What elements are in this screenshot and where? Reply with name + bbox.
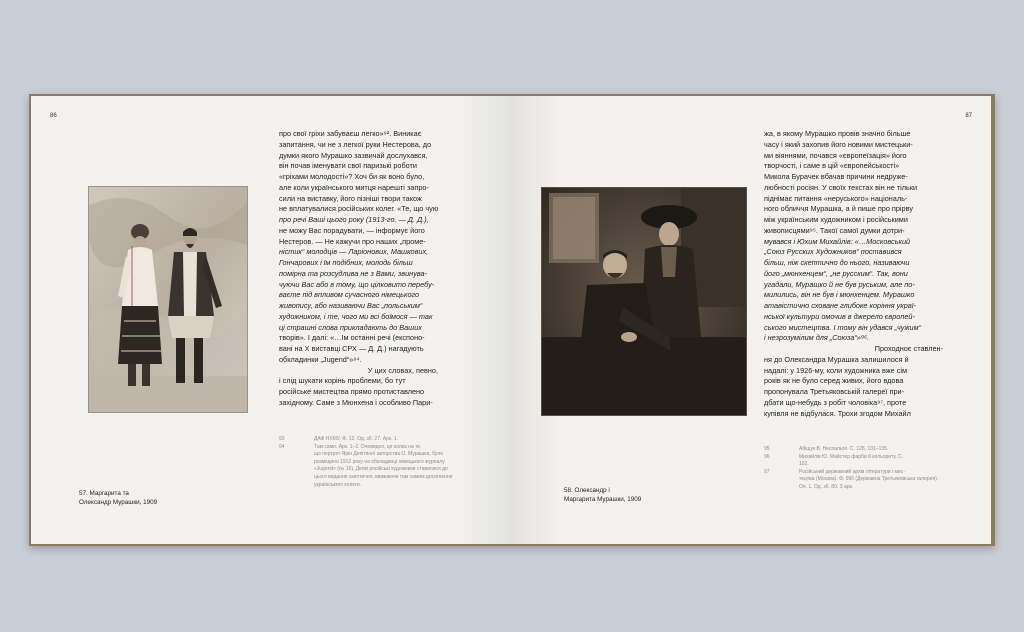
text-line: він почав іменувати свої паризькі роботи — [279, 161, 417, 171]
footnote-number: 97 — [764, 468, 770, 475]
footnote — [279, 444, 499, 490]
text-line: про речі Ваші цього року (1913-го. — Д. Д.), — [279, 215, 429, 224]
text-line: творчості, і саме в цій «європейськості» — [764, 161, 900, 171]
text-line: пропонувала Третьяковській галереї при- — [764, 387, 905, 396]
text-line: запитання, чи не з легкої руки Нестерова, до — [279, 139, 432, 149]
text-line: між українським художником і російськими — [764, 215, 908, 224]
footnote-line: Там само. Арк. 1–2. Очевидно, ця колка на те, — [314, 443, 422, 450]
text-line: Микола Бурачек вбачав причини недруже- — [764, 172, 908, 181]
left-photo-caption — [79, 489, 157, 507]
text-line: любності росіян. У своїх текстах він не тільки — [764, 182, 918, 192]
text-line: але коли українського митця нарешті запро- — [279, 182, 429, 192]
text-line: чуючи Вас або в тому, що цілковито перебу- — [279, 279, 435, 289]
footnote-line: тецтва (Москва). Ф. 990 (Державна Третьяковська галерея). — [799, 476, 939, 483]
text-line: сили на виставку, його пізніші твори також — [279, 193, 422, 203]
text-line: більш, ніж скептично до нього, називаючи — [764, 258, 910, 267]
footnote-line: Абіщук В. Неспальте. С. 128, 131–135. — [799, 446, 889, 452]
caption-line: 58. Олександр і — [564, 487, 610, 494]
footnote-line: 152. — [799, 461, 809, 468]
text-line: дбати що-небудь з робіт чоловіка⁹⁷, проте — [764, 397, 907, 407]
text-line: піднімає питання «неруського» національ- — [764, 193, 908, 203]
text-line: часу і який захопив його новими мистецьки- — [764, 139, 913, 149]
photo-couple-folk-costume — [88, 186, 248, 413]
right-body-text — [764, 129, 949, 419]
text-line: нської культури омочив в джерело європей- — [764, 311, 915, 321]
text-line: і слід шукати корінь проблеми, бо тут — [279, 376, 406, 386]
text-line: живописцями⁹⁵. Такої самої думки дотри- — [764, 225, 905, 235]
text-line: російське мистецтва прямо протиставлено — [279, 387, 425, 396]
text-line: жа, в якому Мурашко провів значно більше — [764, 129, 911, 138]
text-line: творів». І далі: «…Ім останні речі (експоно- — [279, 333, 425, 343]
footnote-line: українського колеги. — [314, 481, 362, 488]
text-line: ного обличчя Мурашка, а й пише про прірву — [764, 204, 913, 214]
text-line: думки якого Мурашко зазвичай дослухався, — [279, 150, 428, 160]
footnote-line: «Jugend» (№ 16). Деякі російські художники ставилися до — [314, 466, 448, 473]
footnote-line: цього видання скептично, вважаючи там самим досягнення — [314, 473, 453, 480]
footnote-line: ДАФ НХМУ. Ф. 12. Од. зб. 27. Арк. 1. — [314, 436, 399, 442]
page-number: 86 — [50, 113, 57, 119]
text-line: західному. Саме з Мюнхена і особливо Пари- — [279, 397, 433, 407]
text-line: живопису, або називаючи Вас „польським“ — [279, 301, 423, 310]
text-line: помірна та розсудлива не з Вами, звинува- — [279, 268, 427, 278]
text-line: надалі: у 1926-му, коли художника вже сім — [764, 365, 908, 375]
text-line: про свої гріхи забуваєш легко»⁹². Виникає — [279, 129, 422, 138]
footnote-number: 94 — [279, 443, 285, 450]
footnote — [764, 446, 986, 454]
text-line: Гончарових і їм подібних, молодь більш — [279, 258, 413, 267]
text-line: не вплатувалися російських колег. «Те, що чую — [279, 204, 439, 214]
text-line: «гріхами молодості»? Хоч би як воно було, — [279, 172, 425, 181]
footnote-number: 95 — [764, 446, 770, 452]
photo-couple-seated — [541, 187, 747, 416]
left-body-text — [279, 129, 464, 409]
text-line: У цих словах, певно, — [367, 365, 438, 375]
text-line: ваєте під впливом сучасного німецького — [279, 290, 420, 300]
text-line: ністик“ молодців — Ларіонових, Машкових, — [279, 247, 429, 257]
footnote — [764, 454, 986, 469]
text-line: років як не було серед живих, його вдова — [764, 376, 904, 386]
footnote — [764, 469, 986, 492]
footnote-line: Михайлів Ю. Майстер фарби й кольориту. С. — [799, 453, 904, 460]
text-line: ці страшні слова прикладають до Ваших — [279, 322, 422, 332]
right-photo-caption — [564, 486, 641, 504]
text-line: Проходноє ставлен- — [874, 344, 943, 353]
text-line: не можу Вас порадувати, — інформує його — [279, 225, 425, 235]
caption-line: Маргарита Мурашки, 1909 — [564, 496, 642, 503]
footnote-line: розміщено 1912 року на обкладинці німецького журналу — [314, 458, 445, 465]
text-line: художником, і те, чого ми всі боїмося — так — [279, 311, 433, 321]
caption-line: Олександр Мурашки, 1909 — [79, 499, 158, 506]
footnote-line: Оп. 1. Од. зб. 80. З арк. — [799, 483, 854, 490]
text-line: мувався і Юхим Михайлів: «…Московський — [764, 236, 911, 246]
text-line: ського мистецтва. І тому він удався „чужим“ — [764, 322, 922, 332]
right-footnotes — [764, 446, 986, 492]
text-line: ми віяннями, почався «європеїзація» його — [764, 150, 907, 160]
text-line: атавістично сховане глибоке коріння украї- — [764, 301, 916, 310]
footnote-line: Російський державний архів літератури і мис- — [799, 468, 905, 475]
right-page — [511, 96, 991, 544]
footnote-line: що портрет Ярін Депітяної авторства О. Мурашка, було — [314, 451, 444, 458]
left-footnotes — [279, 436, 499, 489]
text-line: милились, він не був і мюнхенцем. Мурашко — [764, 290, 915, 300]
text-line: вані на Х виставці СРХ — Д. Д.) нагадують — [279, 344, 424, 353]
text-line: угадали, Мурашко й не був руським, але по- — [764, 279, 915, 289]
text-line: його „мюнхенцем“, „не русским“. Так, вони — [764, 268, 908, 278]
text-line: і незрозумілим для „Союза“»⁹⁶. — [764, 333, 870, 343]
footnote-number: 93 — [279, 436, 285, 442]
footnote-number: 96 — [764, 453, 770, 460]
text-line: „Союз Русских Художников“ поставився — [764, 247, 902, 257]
text-line: купівля не відбулася. Трохи згодом Михайл — [764, 408, 911, 418]
caption-line: 57. Маргарита та — [79, 490, 129, 497]
left-page — [31, 96, 511, 544]
text-line: обкладинки „Jugend“»⁹⁴. — [279, 354, 362, 364]
text-line: ня до Олександра Мурашка залишилося й — [764, 354, 909, 364]
text-line: Нестеров. — Не кажучи про наших „проме- — [279, 236, 426, 246]
page-number: 87 — [965, 113, 972, 119]
footnote — [279, 436, 499, 444]
